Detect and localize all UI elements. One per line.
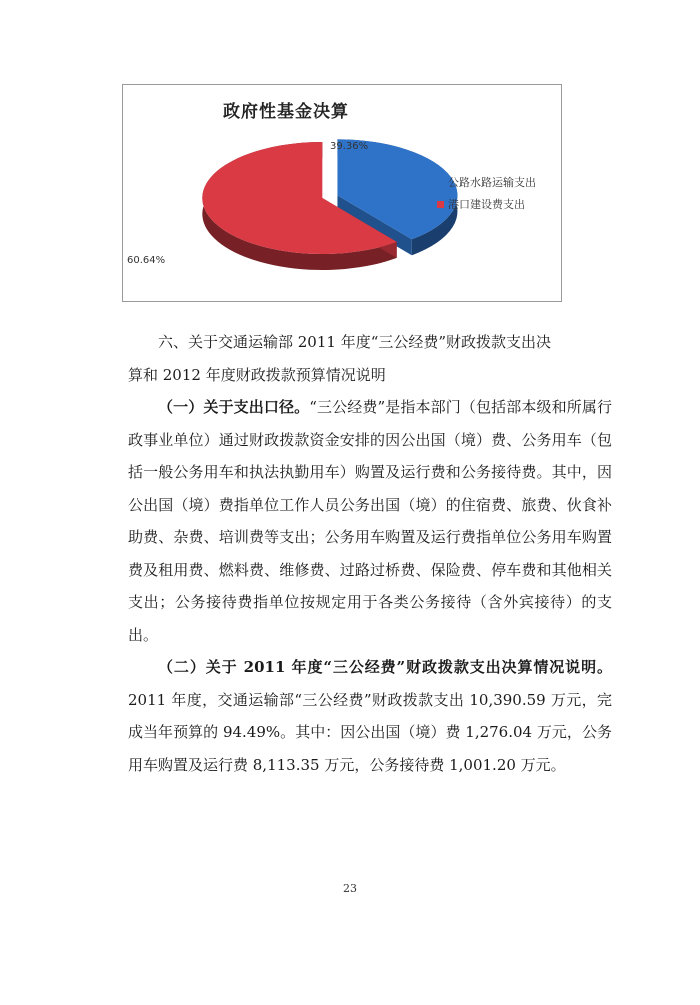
pie-chart xyxy=(122,84,562,302)
data-label-road-water: 39.36% xyxy=(330,141,369,152)
section-heading-line1: 六、关于交通运输部 2011 年度“三公经费”财政拨款支出决 xyxy=(158,333,552,351)
legend-label: 公路水路运输支出 xyxy=(448,176,536,189)
section-heading-line2: 算和 2012 年度财政拨款预算情况说明 xyxy=(128,365,386,384)
subheading-expense-scope: （一）关于支出口径。 xyxy=(158,398,310,416)
document-body xyxy=(128,326,612,781)
legend-item-port xyxy=(437,195,536,213)
chart-legend xyxy=(437,173,536,217)
chart-title: 政府性基金决算 xyxy=(223,102,349,122)
legend-item-road-water xyxy=(437,173,536,191)
subheading-2011-final-accounts: （二）关于 2011 年度“三公经费”财政拨款支出决算情况说明。 xyxy=(158,658,612,676)
data-label-port: 60.64% xyxy=(127,255,166,266)
page-number: 23 xyxy=(343,882,357,895)
paragraph-expense-scope xyxy=(128,391,612,651)
paragraph-text: 2011 年度，交通运输部“三公经费”财政拨款支出 10,390.59 万元，完成当年预算的 94.49%。其中：因公出国（境）费 1,276.04 万元，公务用车购置及运行费 8,113.35 万元，公务接待费 1,001.20 万元。 xyxy=(128,690,612,774)
legend-label: 港口建设费支出 xyxy=(448,198,525,211)
paragraph-text: “三公经费”是指本部门（包括部本级和所属行政事业单位）通过财政拨款资金安排的因公出国（境）费、公务用车（包括一般公务用车和执法执勤用车）购置及运行费和公务接待费。其中，因公出国（境）费指单位工作人员公务出国（境）的住宿费、旅费、伙食补助费、杂费、培训费等支出；公务用车购置及运行费指单位公务用车购置费及租用费、燃料费、维修费、过路过桥费、保险费、停车费和其他相关支出；公务接待费指单位按规定用于各类公务接待（含外宾接待）的支出。 xyxy=(128,398,612,644)
section-heading xyxy=(128,326,612,391)
legend-swatch xyxy=(437,201,444,208)
paragraph-2011-final-accounts xyxy=(128,651,612,781)
legend-swatch xyxy=(437,179,444,186)
